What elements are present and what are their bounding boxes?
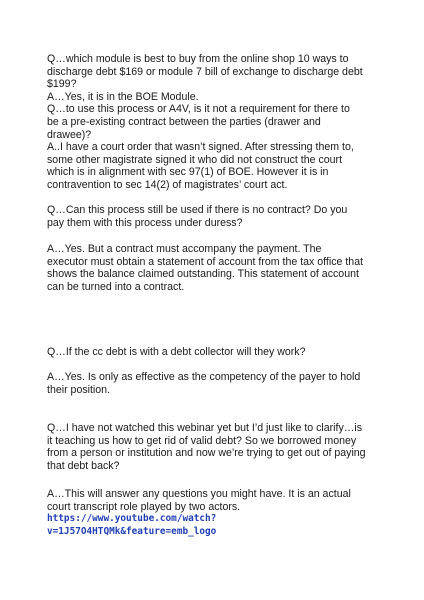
- text-line: pay them with this process under duress?: [47, 216, 243, 229]
- qa-block-no-contract-question: [47, 204, 387, 229]
- text-line: executor must obtain a statement of account from the tax office that: [47, 255, 364, 268]
- link-line: https://www.youtube.com/watch?: [47, 513, 217, 525]
- text-line: their position.: [47, 383, 111, 396]
- text-line: $199?: [47, 78, 77, 91]
- text-line: Q…If the cc debt is with a debt collector will they work?: [47, 346, 306, 358]
- text-line: some other magistrate signed it who did not construct the court: [47, 153, 343, 166]
- text-line: drawee)?: [47, 128, 92, 141]
- qa-block-transcript-answer: [47, 488, 387, 538]
- text-line: be a pre-existing contract between the parties (drawer and: [47, 115, 321, 128]
- youtube-link[interactable]: [47, 513, 387, 538]
- link-line: v=1J57O4HTQMk&feature=emb_logo: [47, 525, 217, 537]
- text-line: Q…to use this process or A4V, is it not a requirement for there to: [47, 103, 350, 116]
- text-line: court transcript role played by two actors.: [47, 500, 241, 513]
- qa-block-contract-answer: [47, 243, 387, 293]
- text-line: discharge debt $169 or module 7 bill of exchange to discharge debt: [47, 65, 363, 78]
- text-line: A…This will answer any questions you might have. It is an actual: [47, 488, 351, 500]
- text-line: A…Yes, it is in the BOE Module.: [47, 90, 199, 103]
- text-line: Q…Can this process still be used if there is no contract? Do you: [47, 204, 348, 216]
- text-line: Q…I have not watched this webinar yet but I’d just like to clarify…is: [47, 422, 363, 434]
- qa-block-debt-collector-question: [47, 346, 387, 359]
- text-line: contravention to sec 14(2) of magistrates’ court act.: [47, 178, 288, 191]
- qa-block-module-question: [47, 53, 387, 192]
- text-line: can be turned into a contract.: [47, 280, 185, 293]
- qa-block-effectiveness-answer: [47, 371, 387, 396]
- text-line: which is in alignment with sec 97(1) of BOE. However it is in: [47, 166, 329, 179]
- text-line: Q…which module is best to buy from the online shop 10 ways to: [47, 53, 349, 65]
- text-line: A…Yes. But a contract must accompany the payment. The: [47, 243, 322, 255]
- text-line: that debt back?: [47, 459, 120, 472]
- text-line: A…Yes. Is only as effective as the competency of the payer to hold: [47, 371, 361, 383]
- text-line: from a person or institution and now we’re trying to get out of paying: [47, 447, 366, 460]
- text-line: shows the balance claimed outstanding. This statement of account: [47, 268, 359, 281]
- text-line: it teaching us how to get rid of valid debt? So we borrowed money: [47, 434, 357, 447]
- text-line: A..I have a court order that wasn’t signed. After stressing them to,: [47, 141, 354, 154]
- qa-block-webinar-question: [47, 422, 387, 472]
